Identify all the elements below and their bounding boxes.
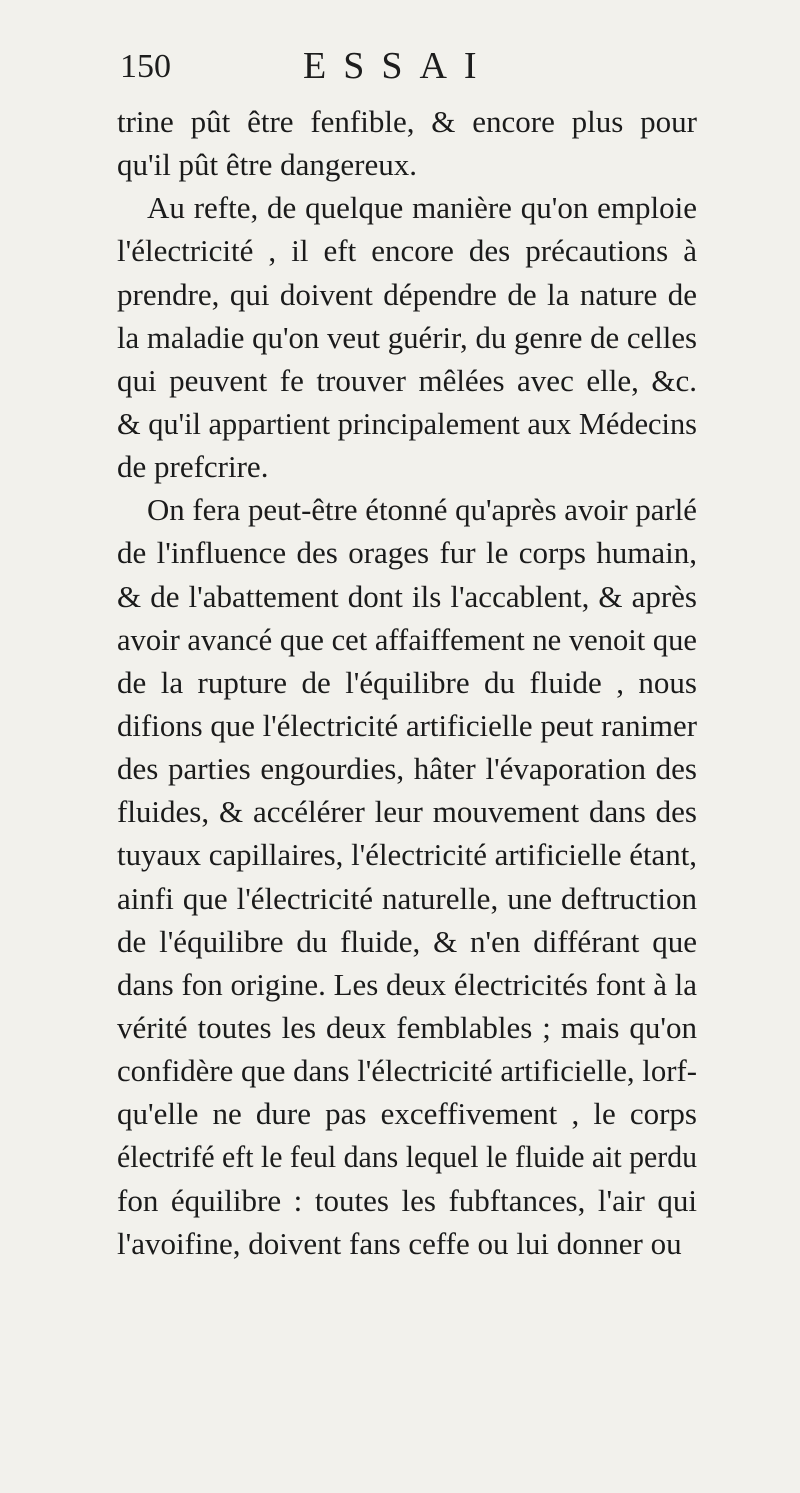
text-line: & qu'il appartient principalement aux Médecins — [117, 405, 697, 441]
text-line: trine pût être fenfible, & encore plus pour — [117, 104, 697, 139]
text-line: de la rupture de l'équilibre du fluide , nous — [117, 664, 697, 700]
text-line: des parties engourdies, hâter l'évaporation des — [117, 751, 697, 787]
text-line: de l'influence des orages fur le corps humain, — [117, 535, 697, 571]
page-header — [120, 44, 680, 94]
text-line: ainfi que l'électricité naturelle, une deftruction — [117, 880, 697, 916]
text-line: vérité toutes les deux femblables ; mais qu'on — [117, 1009, 697, 1045]
text-line: de l'équilibre du fluide, & n'en différant que — [117, 923, 697, 959]
text-line: fon équilibre : toutes les fubftances, l'air qui — [117, 1182, 697, 1218]
text-line: avoir avancé que cet affaiffement ne venoit que — [117, 621, 697, 657]
text-line: la maladie qu'on veut guérir, du genre de celles — [117, 319, 697, 355]
text-line: électrifé eft le feul dans lequel le fluide ait perdu — [117, 1139, 697, 1175]
text-line: de prefcrire. — [117, 449, 269, 485]
text-line: l'avoifine, doivent fans ceffe ou lui donner ou — [117, 1225, 682, 1261]
text-line: qui peuvent fe trouver mêlées avec elle, &c. — [117, 362, 697, 398]
text-line: On fera peut-être étonné qu'après avoir parlé — [147, 492, 697, 528]
running-title: ESSAI — [303, 45, 494, 87]
text-line: l'électricité , il eft encore des précautions à — [117, 233, 697, 269]
text-line: prendre, qui doivent dépendre de la nature de — [117, 276, 697, 312]
text-line: Au refte, de quelque manière qu'on emploie — [147, 190, 697, 226]
text-line: qu'elle ne dure pas exceffivement , le corps — [117, 1096, 697, 1132]
text-line: difions que l'électricité artificielle peut ranimer — [117, 707, 697, 743]
text-line: qu'il pût être dangereux. — [117, 147, 417, 183]
text-line: fluides, & accélérer leur mouvement dans des — [117, 794, 697, 830]
text-line: confidère que dans l'électricité artificielle, lorf- — [117, 1053, 697, 1089]
page-number: 150 — [120, 48, 171, 85]
text-line: & de l'abattement dont ils l'accablent, & après — [117, 578, 697, 614]
text-line: dans fon origine. Les deux électricités font à la — [117, 966, 697, 1002]
body-text — [117, 100, 697, 1265]
text-line: tuyaux capillaires, l'électricité artificielle étant, — [117, 837, 697, 873]
